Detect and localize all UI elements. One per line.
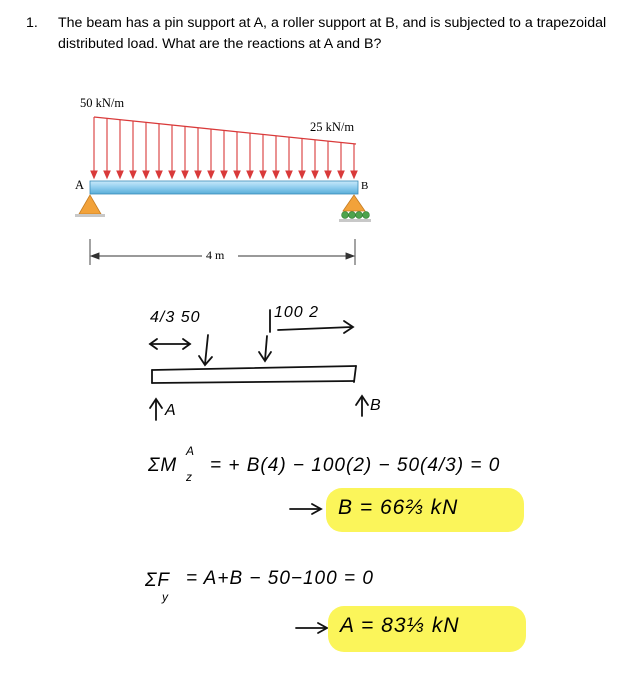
load-left-label: 50 kN/m [80, 96, 125, 110]
load-right-label: 25 kN/m [310, 120, 355, 134]
moment-equation-sub: z [186, 470, 193, 484]
moment-equation-rhs: = + B(4) − 100(2) − 50(4/3) = 0 [210, 455, 501, 476]
pin-ground-a [75, 214, 105, 217]
point-a-label: A [75, 178, 85, 192]
force-equation-rhs: = A+B − 50−100 = 0 [186, 568, 374, 589]
reaction-b-label: B [370, 397, 382, 414]
point-b-label: B [361, 180, 369, 192]
force-equation-sub: y [162, 590, 169, 604]
pin-support-a [79, 195, 101, 214]
roller-wheels [342, 212, 370, 219]
reaction-a-label: A [165, 402, 177, 419]
problem-number: 1. [26, 15, 38, 31]
span-label: 4 m [206, 248, 225, 262]
moment-equation-lhs: ΣM [148, 455, 178, 476]
beam [90, 181, 358, 194]
force-equation-lhs: ΣF [145, 570, 170, 591]
force1-label: 4/3 50 [150, 309, 201, 326]
roller-ground-b [339, 219, 371, 222]
result-a: A = 83⅓ kN [340, 614, 460, 637]
moment-equation-sup: A [186, 444, 196, 458]
result-b: B = 66⅔ kN [338, 496, 459, 519]
problem-text: The beam has a pin support at A, a roller support at B, and is subjected to a trapezoidal distributed load. What are the reactions at A and B? [58, 15, 607, 52]
force2-label: 100 2 [274, 304, 320, 321]
roller-support-b [343, 195, 365, 211]
